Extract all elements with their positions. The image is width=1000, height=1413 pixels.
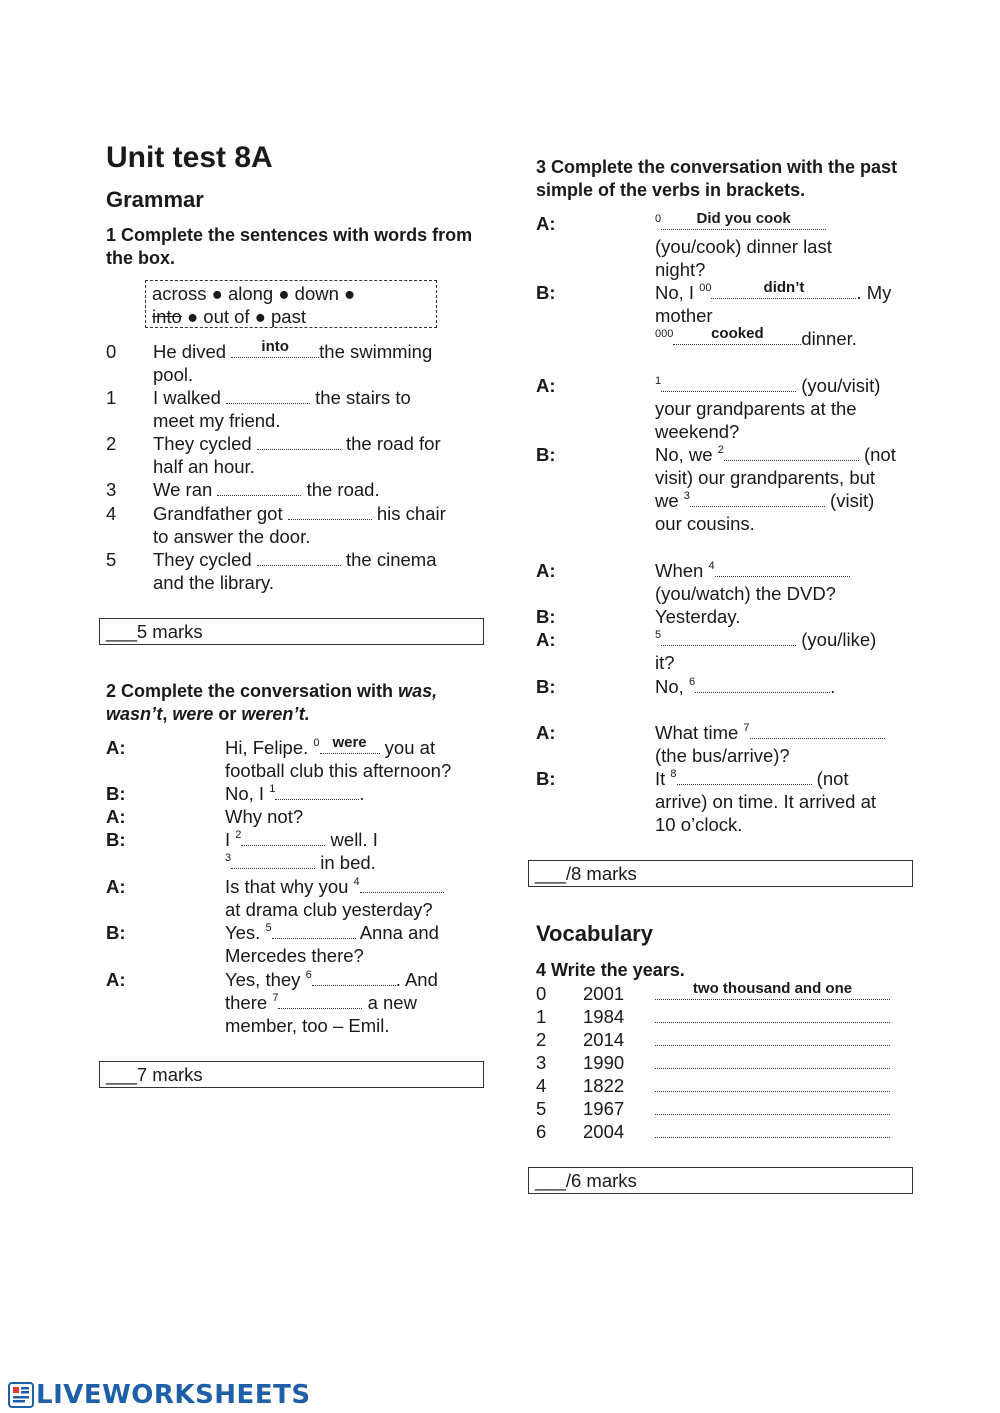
line-text: 10 o’clock. [655, 814, 743, 835]
line-text: a new [362, 992, 417, 1013]
gap-number: 5 [655, 629, 662, 641]
line-text: I [225, 829, 236, 850]
list-item [536, 1120, 916, 1143]
line-text: (you/watch) the DVD? [655, 583, 836, 604]
item-number: 4 [106, 503, 117, 524]
word-box-used-word: into [152, 306, 182, 327]
ex3-line-r0 [655, 281, 915, 350]
example-answer: two thousand and one [692, 980, 853, 997]
speaker-label: A: [106, 969, 126, 990]
ex2-line-4 [225, 828, 485, 874]
ex1-item-2 [106, 432, 486, 478]
line-text: (not [811, 768, 849, 789]
line-text: at drama club yesterday? [225, 899, 433, 920]
ex3-instruction: 3 Complete the conversation with the past simple of the verbs in brackets. [536, 157, 898, 200]
grammar-heading: Grammar [106, 187, 204, 212]
item-text: the road for [346, 433, 441, 454]
answer-blank[interactable] [724, 443, 859, 461]
speaker-label: A: [106, 806, 126, 827]
line-text: (you/like) [796, 629, 877, 650]
line-text: member, too – Emil. [225, 1015, 390, 1036]
answer-blank[interactable] [275, 782, 359, 800]
example-answer: were [332, 734, 367, 751]
answer-blank[interactable] [231, 851, 315, 869]
list-item [536, 1074, 916, 1097]
line-text: No, we [655, 444, 718, 465]
ex2-line-5 [225, 875, 485, 921]
vocabulary-heading: Vocabulary [536, 921, 653, 946]
answer-blank[interactable] [655, 1051, 890, 1069]
ex2-line-7 [225, 968, 485, 1037]
list-item [536, 1005, 916, 1028]
gap-number: 0 [655, 213, 662, 225]
line-text: your grandparents at the [655, 398, 857, 419]
line-text: Is that why you [225, 876, 354, 897]
answer-blank[interactable] [288, 502, 372, 520]
answer-blank[interactable] [272, 921, 356, 939]
line-text: No, [655, 676, 689, 697]
ex1-item-4 [106, 502, 486, 548]
instr-part: , [162, 704, 173, 724]
ex2-marks-box: ___7 marks [99, 1061, 484, 1088]
line-text: . And [395, 969, 438, 990]
page-title: Unit test 8A [106, 141, 273, 174]
answer-blank[interactable] [661, 628, 796, 646]
speaker-label: A: [536, 213, 556, 234]
answer-blank[interactable] [655, 1074, 890, 1092]
line-text: there [225, 992, 273, 1013]
example-answer: Did you cook [696, 210, 791, 227]
answer-blank[interactable] [750, 721, 885, 739]
item-text-line2: half an hour. [153, 456, 255, 477]
word-box [145, 280, 437, 328]
item-number: 5 [106, 549, 117, 570]
speaker-label: B: [536, 444, 556, 465]
item-text: They cycled [153, 433, 252, 454]
instr-word: weren’t. [241, 704, 310, 724]
answer-blank[interactable] [661, 212, 826, 230]
year-value: 1967 [583, 1098, 625, 1119]
answer-blank[interactable] [677, 767, 812, 785]
answer-blank[interactable] [231, 340, 319, 358]
gap-number: 2 [717, 444, 724, 456]
line-text: Yes. [225, 922, 266, 943]
item-text: the cinema [346, 549, 437, 570]
year-value: 1990 [583, 1052, 625, 1073]
item-text: We ran [153, 479, 213, 500]
ex3-line-q7 [655, 721, 915, 767]
ex3-line-r8 [655, 767, 915, 836]
speaker-label: B: [536, 282, 556, 303]
ex3-line-q1 [655, 374, 915, 443]
ex3-line-r1 [655, 443, 915, 535]
line-text: No, I [225, 783, 270, 804]
line-text: visit) our grandparents, but [655, 467, 876, 488]
answer-blank[interactable] [655, 982, 890, 1000]
gap-number: 0 [313, 737, 320, 749]
line-text: we [655, 490, 684, 511]
word-box-line1: across ● along ● down ● [152, 283, 356, 304]
line-text: (you/cook) dinner last [655, 236, 832, 257]
list-item [536, 1097, 916, 1120]
ex2-instruction [106, 680, 491, 726]
line-text: our cousins. [655, 513, 755, 534]
line-text: Mercedes there? [225, 945, 364, 966]
example-answer: into [261, 338, 289, 355]
year-value: 1822 [583, 1075, 625, 1096]
item-number: 0 [536, 983, 547, 1004]
speaker-label: A: [536, 722, 556, 743]
gap-number: 1 [269, 783, 276, 795]
liveworksheets-logo[interactable] [8, 1380, 311, 1410]
item-text: They cycled [153, 549, 252, 570]
answer-blank[interactable] [655, 1028, 890, 1046]
instr-word: wasn’t [106, 704, 163, 724]
gap-number: 2 [235, 829, 242, 841]
gap-number: 3 [683, 490, 690, 502]
line-text: mother [655, 305, 713, 326]
speaker-label: B: [536, 676, 556, 697]
line-text: . My [856, 282, 892, 303]
line-text: No, I [655, 282, 700, 303]
answer-blank[interactable] [241, 828, 325, 846]
line-text: it? [655, 652, 675, 673]
answer-blank[interactable] [715, 559, 850, 577]
item-number: 4 [536, 1075, 547, 1096]
speaker-label: B: [106, 922, 126, 943]
ex4-list [536, 982, 916, 1143]
instr-word: was, [398, 681, 438, 701]
ex1-marks-box: ___5 marks [99, 618, 484, 645]
line-text: . [830, 676, 836, 697]
item-number: 5 [536, 1098, 547, 1119]
word-box-rest: ● out of ● past [181, 306, 306, 327]
line-text: football club this afternoon? [225, 760, 452, 781]
list-item [536, 1028, 916, 1051]
line-text: dinner. [801, 328, 857, 349]
ex2-line-1 [225, 736, 485, 782]
line-text: (visit) [824, 490, 875, 511]
item-text-line2: to answer the door. [153, 526, 311, 547]
line-text: . [359, 783, 365, 804]
answer-blank[interactable] [655, 1120, 890, 1138]
year-value: 2004 [583, 1121, 625, 1142]
ex1-instruction: 1 Complete the sentences with words from the box. [106, 225, 473, 268]
item-number: 1 [536, 1006, 547, 1027]
gap-number: 7 [743, 722, 750, 734]
speaker-label: A: [536, 629, 556, 650]
instr-word: were [172, 704, 214, 724]
line-text: well. I [325, 829, 378, 850]
answer-blank[interactable] [320, 736, 380, 754]
item-text: his chair [376, 503, 446, 524]
line-text: Anna and [355, 922, 439, 943]
answer-blank[interactable] [360, 875, 444, 893]
word-box-line2 [152, 305, 430, 328]
line-text: night? [655, 259, 706, 280]
ex2-line-2 [225, 782, 485, 805]
item-number: 3 [106, 479, 117, 500]
ex2-line-6 [225, 921, 485, 967]
speaker-label: B: [106, 783, 126, 804]
item-number: 6 [536, 1121, 547, 1142]
item-text: He dived [153, 341, 227, 362]
line-text: Yes, they [225, 969, 306, 990]
liveworksheets-logo-icon [8, 1382, 34, 1408]
gap-number: 4 [353, 876, 360, 888]
example-answer: cooked [711, 325, 764, 342]
list-item [536, 1051, 916, 1074]
ex3-line-r6 [655, 675, 915, 698]
speaker-label: A: [106, 876, 126, 897]
gap-number: 5 [265, 922, 272, 934]
gap-number: 6 [305, 969, 312, 981]
item-text-line2: pool. [153, 364, 194, 385]
ex1-item-3 [106, 478, 486, 501]
answer-blank[interactable] [226, 386, 310, 404]
answer-blank[interactable] [673, 327, 801, 345]
year-value: 2014 [583, 1029, 625, 1050]
instr-part: or [213, 704, 242, 724]
line-text: It [655, 768, 671, 789]
item-number: 1 [106, 387, 117, 408]
instr-part: 2 Complete the conversation with [106, 681, 399, 701]
item-number: 3 [536, 1052, 547, 1073]
gap-number: 3 [225, 852, 232, 864]
speaker-label: A: [106, 737, 126, 758]
line-text: in bed. [315, 852, 376, 873]
item-text: Grandfather got [153, 503, 283, 524]
item-text: the swimming [319, 341, 433, 362]
ex3-line-q4 [655, 559, 915, 605]
year-value: 2001 [583, 983, 625, 1004]
ex3-line-q5 [655, 628, 915, 674]
answer-blank[interactable] [661, 374, 796, 392]
gap-number: 00 [699, 282, 712, 294]
answer-blank[interactable] [695, 675, 830, 693]
answer-blank[interactable] [690, 489, 825, 507]
list-item [536, 982, 916, 1005]
answer-blank[interactable] [217, 478, 301, 496]
answer-blank[interactable] [312, 968, 396, 986]
item-text: I walked [153, 387, 221, 408]
speaker-label: B: [106, 829, 126, 850]
speaker-label: B: [536, 768, 556, 789]
ex3-line-r4: Yesterday. [655, 606, 741, 627]
speaker-label: A: [536, 560, 556, 581]
answer-blank[interactable] [655, 1097, 890, 1115]
line-text: weekend? [655, 421, 740, 442]
answer-blank[interactable] [655, 1005, 890, 1023]
gap-number: 1 [655, 375, 662, 387]
line-text: When [655, 560, 709, 581]
item-number: 0 [106, 341, 117, 362]
answer-blank[interactable] [711, 281, 856, 299]
year-value: 1984 [583, 1006, 625, 1027]
ex4-instruction: 4 Write the years. [536, 960, 685, 980]
speaker-label: B: [536, 606, 556, 627]
item-text-line2: meet my friend. [153, 410, 281, 431]
example-answer: didn’t [763, 279, 805, 296]
line-text: (not [858, 444, 896, 465]
item-number: 2 [536, 1029, 547, 1050]
gap-number: 000 [655, 328, 674, 340]
ex4-marks-box: ___/6 marks [528, 1167, 913, 1194]
gap-number: 6 [688, 676, 696, 688]
answer-blank[interactable] [257, 432, 341, 450]
line-text: What time [655, 722, 744, 743]
answer-blank[interactable] [257, 548, 341, 566]
ex1-item-1 [106, 386, 486, 432]
logo-text: LIVEWORKSHEETS [36, 1380, 311, 1410]
ex1-item-0 [106, 340, 486, 386]
item-text-line2: and the library. [153, 572, 274, 593]
ex1-item-5 [106, 548, 486, 594]
item-text: the road. [306, 479, 380, 500]
gap-number: 4 [708, 560, 715, 572]
gap-number: 8 [670, 768, 677, 780]
ex2-line-3: Why not? [225, 806, 304, 827]
speaker-label: A: [536, 375, 556, 396]
line-text: Hi, Felipe. [225, 737, 314, 758]
gap-number: 7 [272, 992, 279, 1004]
ex3-marks-box: ___/8 marks [528, 860, 913, 887]
line-text: you at [379, 737, 436, 758]
ex3-line-q0 [655, 212, 915, 281]
item-number: 2 [106, 433, 117, 454]
line-text: arrive) on time. It arrived at [655, 791, 877, 812]
item-text: the stairs to [315, 387, 411, 408]
line-text: (the bus/arrive)? [655, 745, 790, 766]
answer-blank[interactable] [278, 991, 362, 1009]
line-text: (you/visit) [796, 375, 881, 396]
